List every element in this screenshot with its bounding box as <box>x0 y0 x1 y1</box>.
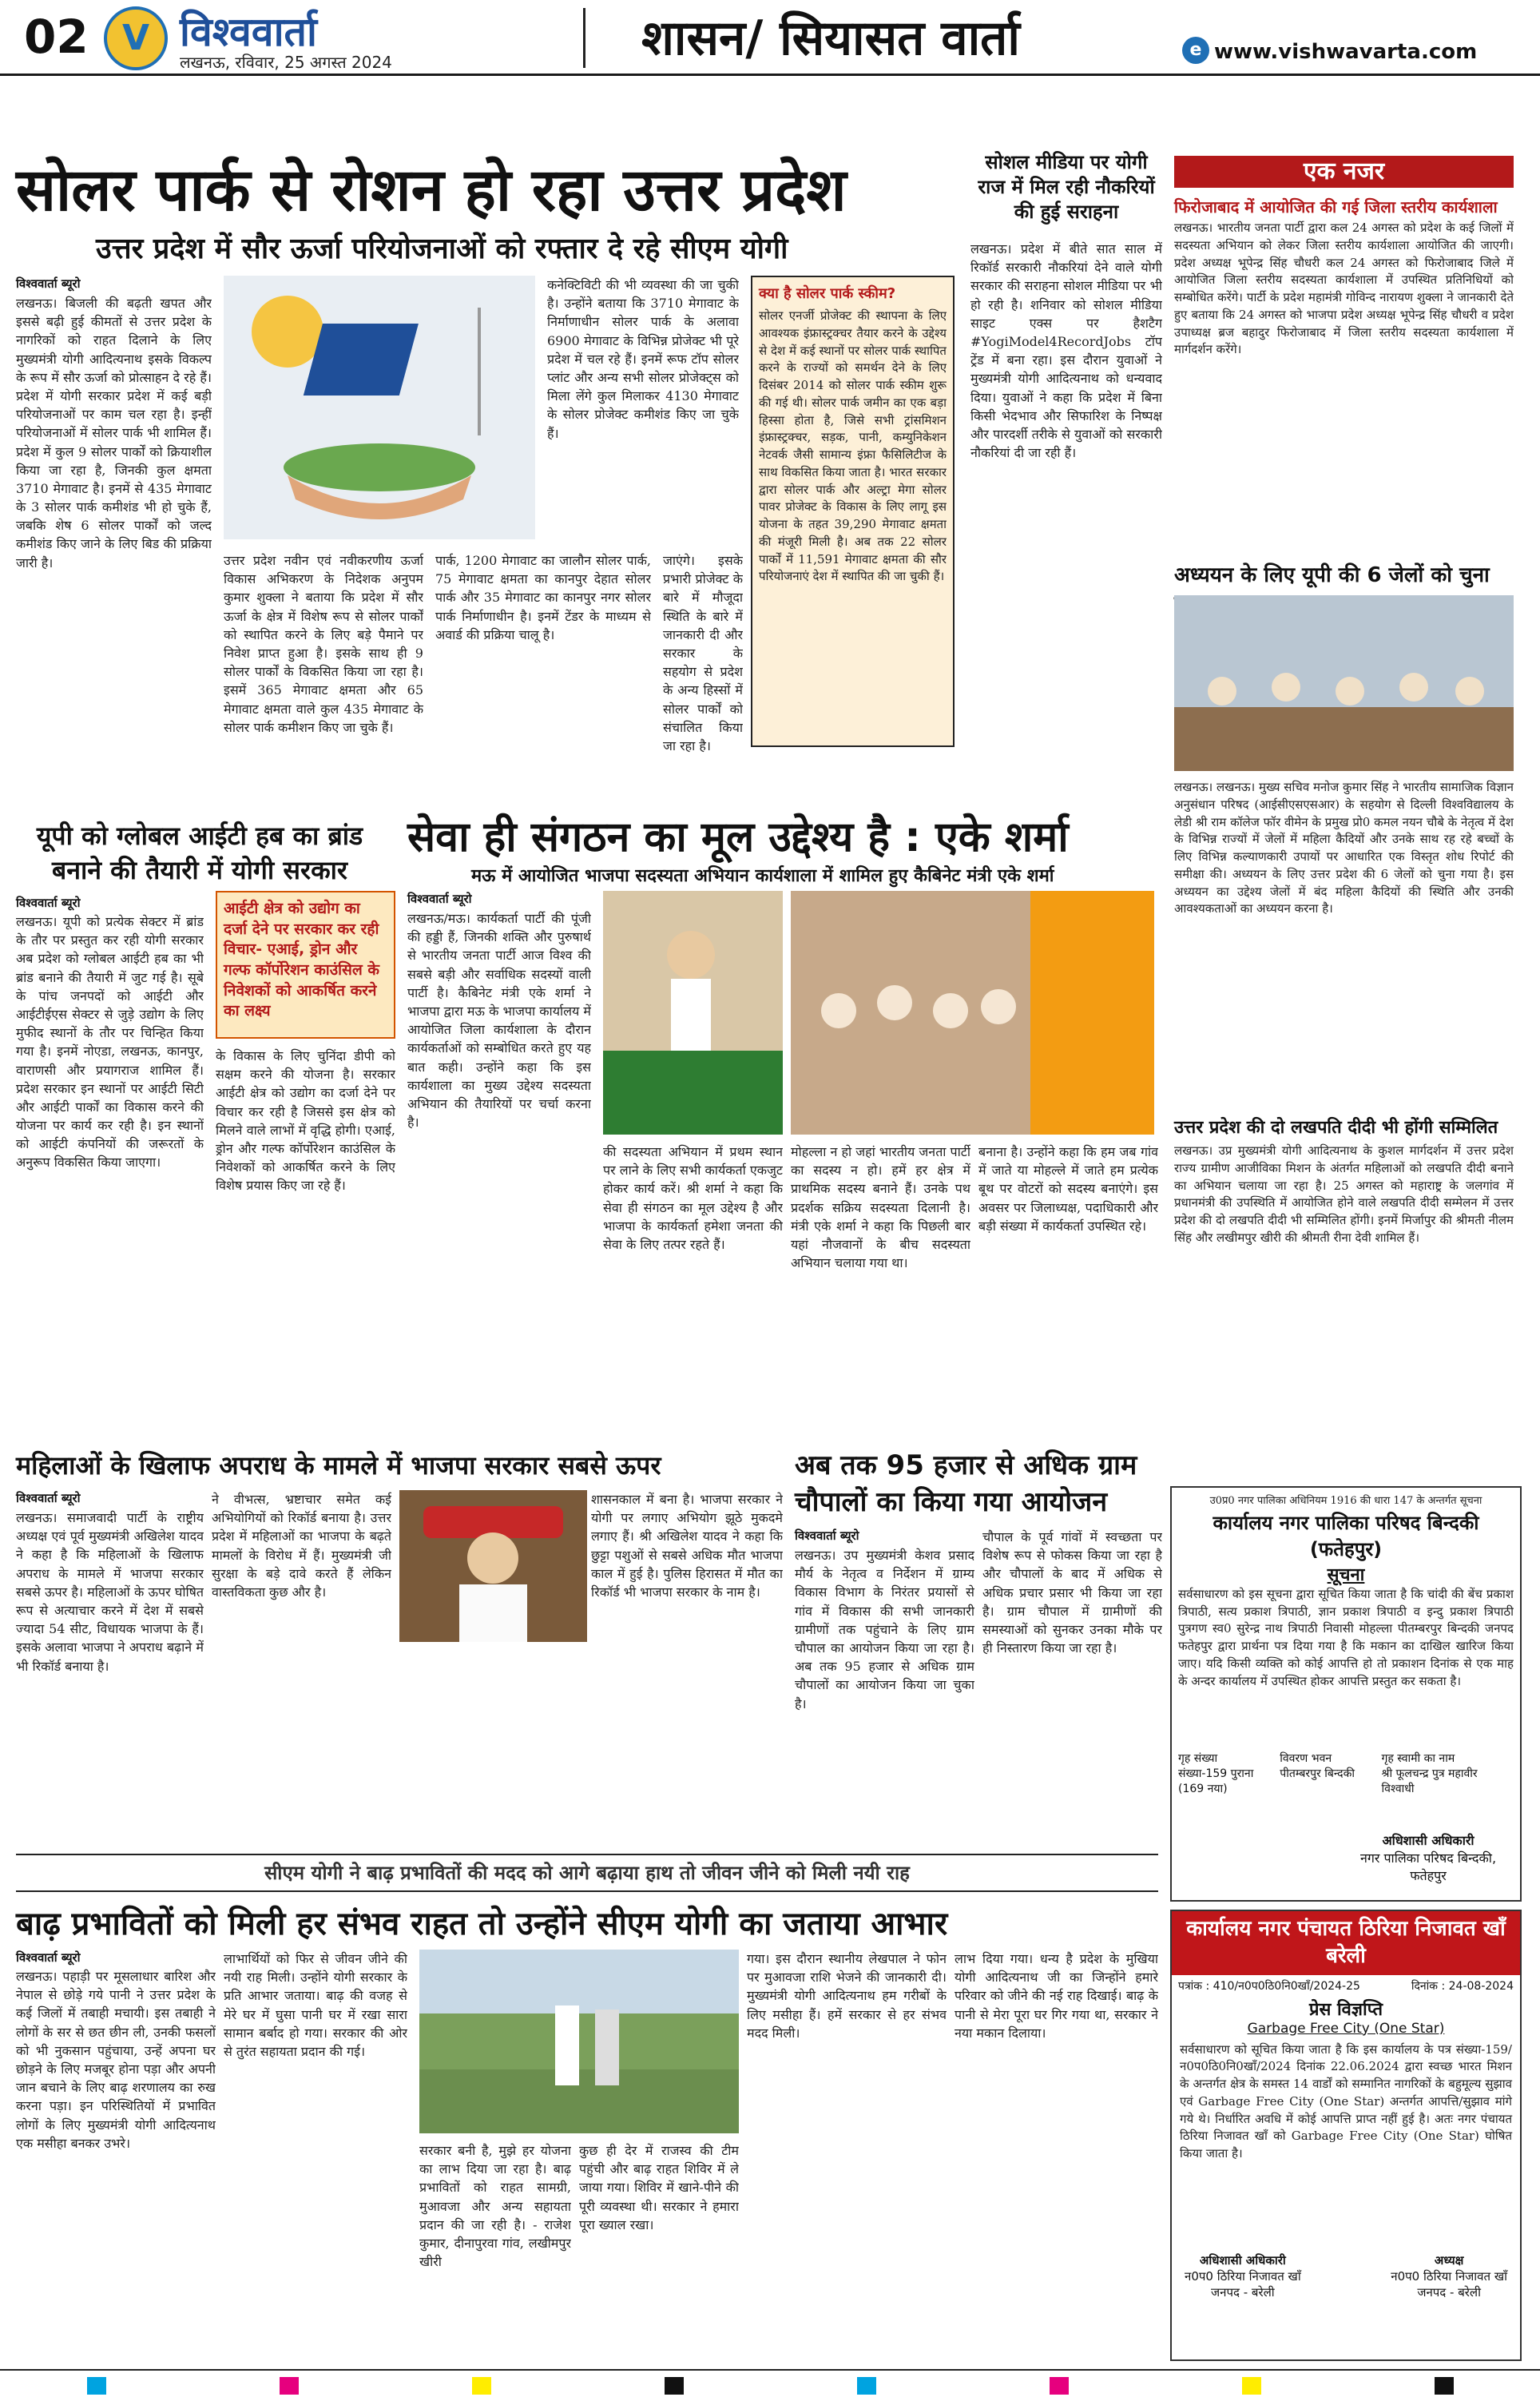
lead-column-5: जाएंगे। इसके प्रभारी प्रोजेक्ट के बारे में मौजूदा स्थिति के बारे में जानकारी दी और सरकार के सहयोग से प्रदेश के अन्य हिस्सों में सोलर पार्कों को संचालित किया जा रहा है। <box>663 553 743 753</box>
flood-body-2: लाभार्थियों को फिर से जीवन जीने की नयी राह मिली। उन्होंने योगी सरकार के प्रति आभार जताया। बाढ़ की वजह से मेरे घर में घुसा पानी घर में रखा सारा सामान बर्बाद हो गया। सरकार की ओर से तुरंत सहायता प्रदान की गई। <box>224 1951 407 2059</box>
newspaper-title: विश्ववार्ता <box>180 9 317 55</box>
notice-ref: उ0प्र0 नगर पालिका अधिनियम 1916 की धारा 147 के अन्तर्गत सूचना <box>1209 1495 1482 1507</box>
table-cell: श्री फूलचन्द्र पुत्र महावीर विश्वाधी <box>1381 1767 1478 1795</box>
item2-title: अध्ययन के लिए यूपी की 6 जेलों को चुना <box>1174 563 1490 587</box>
website-link[interactable]: www.vishwavarta.com <box>1214 40 1478 64</box>
gfc-title: Garbage Free City (One Star) <box>1247 2020 1445 2037</box>
logo: V <box>104 6 168 70</box>
speech-photo <box>603 891 783 1135</box>
patrank: पत्रांक : 410/न0प0ठि0नि0खॉं/2024-25 <box>1178 1979 1360 1993</box>
flood-body-3: सरकार बनी है, मुझे हर योजना का लाभ दिया जा रहा है। बाढ़ प्रभावितों को राहत सामग्री, मुआवजा और अन्य सहायता प्रदान की जा रही है। - राजेश कुमार, दीनापुरवा गांव, लखीमपुर खीरी <box>419 2143 571 2270</box>
lead-column-2: उत्तर प्रदेश नवीन एवं नवीकरणीय ऊर्जा विकास अभिकरण के निदेशक अनुपम कुमार शुक्ला ने बताया कि प्रदेश में सौर ऊर्जा के क्षेत्र में विशेष रूप से सोलर पार्कों को स्थापित करने के लिए बड़े पैमाने पर निवेश प्राप्त हुआ है। इसके साथ ही 9 सोलर पार्कों के विकसित किया जा रहा है। इसमें 365 मेगावाट क्षमता और 65 मेगावाट क्षमता वाले कुल 435 मेगावाट के सोलर पार्क कमीशन किए जा चुके हैं। <box>224 553 423 735</box>
women-headline: महिलाओं के खिलाफ अपराध के मामले में भाजपा सरकार सबसे ऊपर <box>16 1450 661 1481</box>
flood-byline: विश्ववार्ता ब्यूरो <box>16 1950 81 1965</box>
audience-photo <box>791 891 1154 1135</box>
flood-body-5: गया। इस दौरान स्थानीय लेखपाल ने फोन पर मुआवजा राशि भेजने की जानकारी दी। मुख्यमंत्री योगी आदित्यनाथ हम गरीबों के लिए मसीहा हैं। हमें सरकार से हर संभव मदद मिली। <box>747 1951 947 2041</box>
meeting-photo <box>1174 595 1514 771</box>
social-body: लखनऊ। प्रदेश में बीते सात साल में रिकॉर्ड सरकारी नौकरियां देने वाले योगी सरकार की सराहना सोशल मीडिया पर भी हो रही है। शनिवार को सोशल मीडिया साइट एक्स पर हैशटैग #YogiModel4RecordJobs टॉप ट्रेंड में बना रहा। इस दौरान युवाओं ने मुख्यमंत्री योगी आदित्यनाथ को धन्यवाद दिया। युवाओं ने कहा कि प्रदेश में बिना किसी भेदभाव और सिफारिश के निष्पक्ष और पारदर्शी तरीके से युवाओं को सरकारी नौकरियां दी जा रही हैं। <box>970 241 1162 461</box>
panchayat-body: सर्वसाधारण को सूचित किया जाता है कि इस कार्यालय के पत्र संख्या-159/न0प0ठि0नि0खॉं/2024 दिनांक 22.06.2024 द्वारा स्वच्छ भारत मिशन के अन्तर्गत क्षेत्र के समस्त 14 वार्डों को सम्मानित नागरिकों के बहुमूल्य सुझाव एवं Garbage Free City (One Star) अन्तर्गत आपत्ति/सुझाव मांगे गये थे। निर्धारित अवधि में कोई आपत्ति प्राप्त नहीं हुई है। अतः नगर पंचायत ठिरिया निजावत खाँ को Garbage Free City (One Star) घोषित किया जाता है। <box>1180 2041 1512 2161</box>
item3-title: उत्तर प्रदेश की दो लखपति दीदी भी होंगी सम्मिलित <box>1174 1118 1498 1138</box>
section-title: शासन/ सियासत वार्ता <box>641 10 1020 66</box>
table-header: विवरण भवन <box>1280 1751 1332 1765</box>
it-quote-box <box>216 891 395 1039</box>
item2-body: लखनऊ। लखनऊ। मुख्य सचिव मनोज कुमार सिंह ने भारतीय सामाजिक विज्ञान अनुसंधान परिषद (आईसीएसएसआर) के सहयोग से दिल्ली विश्वविद्यालय के लेडी श्री राम कॉलेज फॉर वीमेन के प्रमुख प्रो0 कमल नयन चौबे के नेतृत्व में देश के विभिन्न राज्यों में जेलों में महिला कैदियों और उनके साथ रह रहे बच्चों के लिए विभिन्न कल्याणकारी उपायों पर आधारित एक विस्तृत शोध रिपोर्ट की समीक्षा की। अध्ययन के लिए उत्तर प्रदेश की 6 जेलों को चुना गया है। इस अध्ययन का उद्देश्य जेलों में बंद महिला कैदियों की स्थिति और उनकी आवश्यकताओं का अध्ययन करना है। <box>1174 780 1514 916</box>
byline: विश्ववार्ता ब्यूरो <box>16 276 81 291</box>
flood-headline: बाढ़ प्रभावितों को मिली हर संभव राहत तो उन्होंने सीएम योगी का जताया आभार <box>16 1906 948 1942</box>
lead-column-4: कनेक्टिविटी की भी व्यवस्था की जा चुकी है। उन्होंने बताया कि 3710 मेगावाट के निर्माणाधीन सोलर पार्क के अलावा 6900 मेगावाट के विभिन्न प्रोजेक्ट भी पूरे प्रदेश में चल रहे हैं। इनमें रूफ टॉप सोलर प्लांट और अन्य सभी सोलर प्रोजेक्ट्स को मिला लेंगे कुल मिलाकर 4130 मेगावाट के सोलर प्रोजेक्ट कमीशंड किए जा चुके हैं। <box>547 277 739 441</box>
org-body-3: मोहल्ला न हो जहां भारतीय जनता पार्टी का सदस्य न हो। हमें हर क्षेत्र में प्राथमिक सदस्य बनाने हैं। उनके पथ प्रदर्शक सक्रिय सदस्यता दिलानी है। मंत्री एके शर्मा ने कहा कि पिछली बार यहां नौजवानों के बीच सदस्यता अभियान चलाया गया था। <box>791 1144 970 1271</box>
notice-title: कार्यालय नगर पालिका परिषद बिन्दकी (फतेहपुर) <box>1213 1511 1479 1560</box>
globe-icon: e <box>1182 37 1209 64</box>
chaupal-body: लखनऊ। उप मुख्यमंत्री केशव प्रसाद मौर्य के नेतृत्व व निर्देशन में ग्राम्य विकास विभाग के निरंतर प्रयासों से गांव में विकास की सभी जानकारी ग्रामीणों तक पहुंचाने के लिए ग्राम चौपाल का आयोजन किया जा रहा है। अब तक 95 हजार से अधिक ग्राम चौपालों का आयोजन किया जा चुका है। <box>795 1548 974 1711</box>
page-number: 02 <box>24 10 89 64</box>
item1-body: लखनऊ। भारतीय जनता पार्टी द्वारा कल 24 अगस्त को प्रदेश के कई जिलों में सदस्यता अभियान को लेकर जिला स्तरीय कार्यशाला आयोजित की जाएगी। प्रदेश अध्यक्ष भूपेन्द्र सिंह चौधरी कल 24 अगस्त को फिरोजाबाद जिले में आयोजित जिला स्तरीय सदस्यता कार्यशाला में उपस्थित प्रतिनिधियों को सम्बोधित करेंगे। पार्टी के प्रदेश महामंत्री गोविन्द नारायण शुक्ला ने जानकारी देते हुए बताया कि 24 अगस्त को भाजपा प्रदेश अध्यक्ष भूपेन्द्र सिंह चौधरी व प्रदेश उपाध्यक्ष ब्रज बहादुर फिरोजाबाद में जिला स्तरीय सदस्यता कार्यशाला में मार्गदर्शन करेंगे। <box>1174 221 1514 357</box>
lead-subhead: उत्तर प्रदेश में सौर ऊर्जा परियोजनाओं को रफ्तार दे रहे सीएम योगी <box>96 233 788 265</box>
flood-kicker-bar <box>16 1854 1158 1892</box>
women-body-3: शासनकाल में बना है। भाजपा सरकार ने योगी पर लगाए अभियोग झूठे मुकदमे लगाए हैं। श्री अखिलेश यादव ने कहा कि छुट्टा पशुओं से सबसे अधिक मौत भाजपा काल में हुई है। पुलिस हिरासत में मौत का रिकॉर्ड भी भाजपा सरकार के नाम है। <box>591 1492 783 1600</box>
org-body: लखनऊ/मऊ। कार्यकर्ता पार्टी की पूंजी की हड्डी हैं, जिनकी शक्ति और पुरुषार्थ से भारतीय जनता पार्टी आज विश्व की सबसे बड़ी और सर्वाधिक सदस्यों वाली पार्टी है। कैबिनेट मंत्री एके शर्मा ने भाजपा द्वारा मऊ के भाजपा कार्यालय में आयोजित जिला कार्यशाला के दौरान कार्यकर्ताओं को सम्बोधित करते हुए यह बात कही। उन्होंने कहा कि इस कार्यशाला का मुख्य उद्देश्य सदस्यता अभियान की तैयारियों पर चर्चा करना है। <box>407 911 591 1131</box>
it-headline: यूपी को ग्लोबल आईटी हब का ब्रांड बनाने की तैयारी में योगी सरकार <box>36 821 363 886</box>
notice-subtitle: सूचना <box>1327 1564 1365 1585</box>
ek-nazar-bar: एक नजर <box>1174 156 1514 188</box>
item1-title: फिरोजाबाद में आयोजित की गई जिला स्तरीय कार्यशाला <box>1174 197 1498 217</box>
flood-body-6: लाभ दिया गया। धन्य है प्रदेश के मुखिया योगी आदित्यनाथ जी का जिन्होंने हमारे परिवार को जीने की नई राह दिखाई। बाढ़ के पानी से मेरा पूरा घर गिर गया था, सरकार ने नया मकान दिलाया। <box>955 1951 1158 2041</box>
panchayat-signatures: अधिशासी अधिकारी न0प0 ठिरिया निजावत खाँ जनपद - बरेली अध्यक्ष न0प0 ठिरिया निजावत खाँ जनपद - बरेली <box>1185 2252 1507 2300</box>
yellow-mark <box>472 2377 491 2395</box>
dateline: लखनऊ, रविवार, 25 अगस्त 2024 <box>180 53 392 72</box>
lead-headline: सोलर पार्क से रोशन हो रहा उत्तर प्रदेश <box>16 156 847 225</box>
notice-date: दिनांक : 24-08-2024 <box>1411 1979 1514 1993</box>
women-byline: विश्ववार्ता ब्यूरो <box>16 1491 81 1505</box>
women-body: लखनऊ। समाजवादी पार्टी के राष्ट्रीय अध्यक्ष एवं पूर्व मुख्यमंत्री अखिलेश यादव ने कहा है कि महिलाओं के खिलाफ अपराध के मामले में भाजपा सरकार सबसे ऊपर है। महिलाओं के ऊपर घोषित रूप से अत्याचार करने में देश में सबसे ज्यादा 54 सीट, विधायक भाजपा के हैं। इसके अलावा भाजपा ने अपराध बढ़ाने में भी रिकॉर्ड बनाया है। <box>16 1510 204 1674</box>
social-headline: सोशल मीडिया पर योगी राज में मिल रही नौकरियों की हुई सराहना <box>978 151 1155 224</box>
table-header: गृह स्वामी का नाम <box>1381 1751 1455 1765</box>
item3-body: लखनऊ। उप्र मुख्यमंत्री योगी आदित्यनाथ के कुशल मार्गदर्शन में उत्तर प्रदेश राज्य ग्रामीण आजीविका मिशन के अंतर्गत महिलाओं को लखपति दीदी बनाने का अभियान चलाया जा रहा है। 25 अगस्त को महाराष्ट्र के जलगांव में प्रधानमंत्री की उपस्थिति में आयोजित होने वाले लखपति दीदी सम्मेलन में उत्तर प्रदेश की दो लखपति दीदी भी सम्मिलित होंगी। इनमें मिर्जापुर की श्रीमती नीलम सिंह और लखीमपुर खीरी की श्रीमती रीना देवी शामिल हैं। <box>1174 1143 1514 1245</box>
it-body-2: के विकास के लिए चुनिंदा डीपी को सक्षम करने की योजना है। सरकार आईटी क्षेत्र को उद्योग का दर्जा देने पर विचार कर रही है जिससे इस क्षेत्र को मिलने वाले लाभों में वृद्धि होगी। एआई, ड्रोन और गल्फ कॉर्पोरेशन काउंसिल के निवेशकों को आकर्षित करने के लिए विशेष प्रयास किए जा रहे हैं। <box>216 1048 395 1194</box>
org-subhead: मऊ में आयोजित भाजपा सदस्यता अभियान कार्यशाला में शामिल हुए कैबिनेट मंत्री एके शर्मा <box>471 866 1054 886</box>
chaupal-byline: विश्ववार्ता ब्यूरो <box>795 1528 859 1543</box>
notice-table <box>1178 1751 1514 1796</box>
scheme-body: सोलर एनर्जी प्रोजेक्ट की स्थापना के लिए आवश्यक इंफ्रास्ट्रक्चर तैयार करने के उद्देश्य से देश में कई स्थानों पर सोलर पार्क स्थापित करने के राज्यों को समर्थन देने के लिए दिसंबर 2014 को सोलर पार्क स्कीम शुरू की गई थी। सोलर पार्क जमीन का एक बड़ा हिस्सा होता है, जिसे सभी ट्रांसमिशन इंफ्रास्ट्रक्चर, सड़क, पानी, कम्युनिकेशन नेटवर्क जैसी सामान्य इंफ्रा फैसिलिटीज के साथ विकसित किया जाता है। भारत सरकार द्वारा सोलर पार्क और अल्ट्रा मेगा सोलर पावर प्रोजेक्ट के विकास के लिए लागू इस योजना के तहत 39,290 मेगावाट क्षमता की मंजूरी मिली है। अब तक 22 सोलर पार्कों में 11,591 मेगावाट क्षमता की सौर परियोजनाएं देश में स्थापित की जा चुकी हैं। <box>759 308 947 584</box>
black-mark <box>665 2377 684 2395</box>
it-body: लखनऊ। यूपी को प्रत्येक सेक्टर में ब्रांड के तौर पर प्रस्तुत कर रही योगी सरकार अब प्रदेश को ग्लोबल आईटी हब का भी ब्रांड बनाने की तैयारी में जुट गई है। सूबे के पांच जनपदों को आईटी और आईटीईएस सेक्टर से जुड़े उद्योग के लिए मुफीद स्थानों के तौर पर चिन्हित किया गया है। इनमें नोएडा, लखनऊ, कानपुर, वाराणसी और प्रयागराज शामिल हैं। प्रदेश सरकार इन स्थानों पर आईटी सिटी और आईटी पार्कों का विकास करने की योजना पर कार्य कर रही है। इन स्थानों को आईटी कंपनियों की जरूरतों के अनुरूप विकसित किया जाएगा। <box>16 914 204 1171</box>
chaupal-headline: अब तक 95 हजार से अधिक ग्राम चौपालों का किया गया आयोजन <box>795 1449 1137 1518</box>
magenta-mark <box>1050 2377 1069 2395</box>
scheme-title: क्या है सोलर पार्क स्कीम? <box>759 285 896 302</box>
flood-body-4: कुछ ही देर में राजस्व की टीम पहुंची और बाढ़ राहत शिविर में ले जाया गया। शिविर में खाने-पीने की पूरी व्यवस्था थी। सरकार ने हमारा पूरा ख्याल रखा। <box>579 2143 739 2232</box>
org-body-4: बनाना है। उन्होंने कहा कि हम जब गांव में जाते या मोहल्ले में जाते हम प्रत्येक बूथ पर वोटरों को सदस्य बनाएंगे। इस अवसर पर जिलाध्यक्ष, पदाधिकारी और बड़ी संख्या में कार्यकर्ता उपस्थित रहे। <box>978 1144 1158 1234</box>
chaupal-body-2: चौपाल के पूर्व गांवों में स्वच्छता पर विशेष रूप से फोकस किया जा रहा है और चौपालों के बाद में अधिक से अधिक प्रचार प्रसार भी किया जा रहा है। ग्राम चौपाल में ग्रामीणों की समस्याओं को सुनकर उनका मौके पर ही निस्तारण किया जा रहा है। <box>982 1529 1162 1656</box>
black-mark <box>1435 2377 1454 2395</box>
it-quote: आईटी क्षेत्र को उद्योग का दर्जा देने पर सरकार कर रही विचार- एआई, ड्रोन और गल्फ कॉर्पोरेशन काउंसिल के निवेशकों को आकर्षित करने का लक्ष्य <box>224 900 379 1020</box>
flood-kicker: सीएम योगी ने बाढ़ प्रभावितों की मदद को आगे बढ़ाया हाथ तो जीवन जीने को मिली नयी राह <box>264 1862 910 1884</box>
notice-body: सर्वसाधारण को इस सूचना द्वारा सूचित किया जाता है कि चांदी की बेंच प्रकाश त्रिपाठी, सत्य प्रकाश त्रिपाठी, ज्ञान प्रकाश त्रिपाठी व इन्दु प्रकाश त्रिपाठी पुत्रगण स्व0 सुरेन्द्र नाथ त्रिपाठी निवासी मोहल्ला पीतम्बरपुर बिन्दकी जनपद फतेहपुर द्वारा प्रार्थना पत्र दिया गया है कि मकान का दाखिल खारिज किया जाए। यदि किसी व्यक्ति को कोई आपत्ति हो तो प्रकाशन दिनांक से एक माह के अन्दर कार्यालय में उपस्थित होकर आपत्ति प्रस्तुत कर सकता है। <box>1178 1586 1514 1688</box>
scheme-box <box>751 276 955 747</box>
flood-field-photo <box>419 1950 739 2133</box>
org-body-2: की सदस्यता अभियान में प्रथम स्थान पर लाने के लिए सभी कार्यकर्ता एकजुट होकर कार्य करें। श्री शर्मा ने कहा कि सेवा ही संगठन का मूल उद्देश्य है और भाजपा के कार्यकर्ता हमेशा जनता की सेवा के लिए तत्पर रहते हैं। <box>603 1144 783 1252</box>
cyan-mark <box>87 2377 106 2395</box>
akhilesh-photo <box>399 1490 587 1642</box>
org-byline: विश्ववार्ता ब्यूरो <box>407 892 472 906</box>
magenta-mark <box>280 2377 299 2395</box>
press-release: प्रेस विज्ञप्ति <box>1308 1999 1383 2020</box>
cyan-mark <box>857 2377 876 2395</box>
solar-hand-image <box>224 276 535 539</box>
header-divider <box>583 8 585 68</box>
print-marks-footer <box>0 2369 1540 2401</box>
lead-column-3: पार्क, 1200 मेगावाट का जालौन सोलर पार्क, 75 मेगावाट क्षमता का कानपुर देहात सोलर पार्क और 35 मेगावाट का कानपुर नगर सोलर पार्क निर्माणाधीन है। इनमें टेंडर के माध्यम से अवार्ड की प्रक्रिया चालू है। <box>435 553 651 642</box>
table-cell: पीतम्बरपुर बिन्दकी <box>1280 1767 1355 1780</box>
yellow-mark <box>1242 2377 1261 2395</box>
notice-signature: अधिशासी अधिकारी नगर पालिका परिषद बिन्दकी, फतेहपुर <box>1359 1833 1497 1883</box>
panchayat-title: कार्यालय नगर पंचायत ठिरिया निजावत खाँ बरेली <box>1172 1911 1520 1975</box>
lead-column-1: लखनऊ। बिजली की बढ़ती खपत और इससे बढ़ी हुई कीमतों से उत्तर प्रदेश के नागरिकों को राहत दिलाने के लिए मुख्यमंत्री योगी आदित्यनाथ इसके विकल्प के रूप में सौर ऊर्जा को प्रोत्साहन दे रहे हैं। प्रदेश में योगी सरकार प्रदेश में कई बड़ी परियोजनाओं पर काम चल रहा है। इन्हीं परियोजनाओं में सोलर पार्क भी शामिल हैं। प्रदेश में कुल 9 सोलर पार्कों को क्रियाशील किया जा रहा है, जिनकी कुल क्षमता 3710 मेगावाट है। इनमें से 435 मेगावाट के 3 सोलर पार्क कमीशंड भी हो चुके हैं, जबकि शेष 6 सोलर पार्कों को जल्द कमीशंड किए जाने के लिए बिड की प्रक्रिया जारी है। <box>16 296 212 570</box>
panchayat-ref-row <box>1172 1975 1520 1997</box>
women-body-2: ने वीभत्स, भ्रष्टाचार समेत कई अभियोगियों को रिकॉर्ड बनाया है। उत्तर प्रदेश में महिलाओं का भाजपा के बढ़ते मामलों के विरोध में हैं। मुख्यमंत्री जी सुरक्षा के बड़े दावे करते हैं लेकिन वास्तविकता कुछ और है। <box>212 1492 391 1600</box>
nagar-panchayat-notice <box>1170 1910 1522 2361</box>
it-byline: विश्ववार्ता ब्यूरो <box>16 896 81 910</box>
table-cell: संख्या-159 पुराना (169 नया) <box>1178 1767 1254 1795</box>
nagar-palika-notice <box>1170 1486 1522 1902</box>
table-header: गृह संख्या <box>1178 1751 1218 1765</box>
flood-body: लखनऊ। पहाड़ी पर मूसलाधार बारिश और नेपाल से छोड़े गये पानी ने उत्तर प्रदेश के कई जिलों में तबाही मचायी। इस तबाही ने लोगों के सर से छत छीन ली, उनकी फसलों को भी नुकसान पहुंचाया, उन्हें अपना घर छोड़ने के लिए मजबूर होना पड़ा और अपनी जान बचाने के लिए बाढ़ शरणालय का रुख करना पड़ा। इन परिस्थितियों में प्रभावित लोगों के लिए मुख्यमंत्री योगी आदित्यनाथ एक मसीहा बनकर उभरे। <box>16 1969 216 2151</box>
org-headline: सेवा ही संगठन का मूल उद्देश्य है : एके शर्मा <box>407 813 1069 861</box>
